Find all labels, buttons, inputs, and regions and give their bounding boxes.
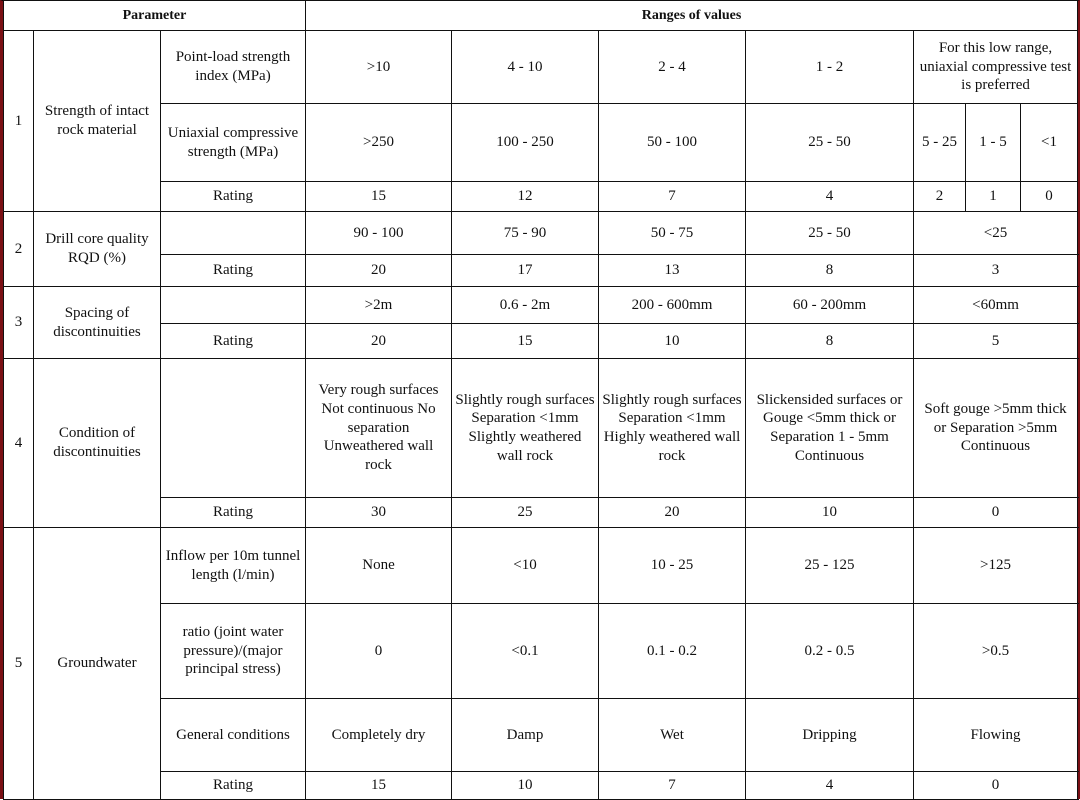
p1-rating-low-value: 2 <box>914 182 966 212</box>
p5-ratio-row <box>4 604 1078 699</box>
p4-value: Slightly rough surfaces Separation <1mm Slightly weathered wall rock <box>452 359 599 498</box>
p1-point-load-value: 1 - 2 <box>746 31 914 104</box>
p1-rating-value: 12 <box>452 182 599 212</box>
p1-ucs-low-value: 5 - 25 <box>914 104 966 182</box>
p2-value: <25 <box>914 212 1078 255</box>
p4-rating-value: 10 <box>746 498 914 528</box>
p3-rating-label: Rating <box>161 324 306 359</box>
p1-point-load-value: >10 <box>306 31 452 104</box>
p3-value: <60mm <box>914 287 1078 324</box>
p5-general-label: General conditions <box>161 699 306 772</box>
p3-rating-value: 15 <box>452 324 599 359</box>
p2-value: 75 - 90 <box>452 212 599 255</box>
p2-rating-label: Rating <box>161 255 306 287</box>
header-ranges: Ranges of values <box>306 1 1078 31</box>
p2-name: Drill core quality RQD (%) <box>34 212 161 287</box>
p1-point-load-label: Point-load strength index (MPa) <box>161 31 306 104</box>
p1-point-load-row <box>4 31 1078 104</box>
p5-inflow-value: 25 - 125 <box>746 528 914 604</box>
p5-ratio-label: ratio (joint water pressure)/(major principal stress) <box>161 604 306 699</box>
p1-low-range-note: For this low range, uniaxial compressive test is preferred <box>914 31 1078 104</box>
p3-rating-value: 5 <box>914 324 1078 359</box>
p2-rating-row <box>4 255 1078 287</box>
p3-rating-value: 10 <box>599 324 746 359</box>
p1-rating-value: 15 <box>306 182 452 212</box>
rmr-classification-table <box>3 0 1078 800</box>
p4-name: Condition of discontinuities <box>34 359 161 528</box>
p5-rating-value: 4 <box>746 772 914 800</box>
p4-value: Soft gouge >5mm thick or Separation >5mm Continuous <box>914 359 1078 498</box>
p1-ucs-low-value: 1 - 5 <box>966 104 1021 182</box>
p5-general-row <box>4 699 1078 772</box>
p5-inflow-value: None <box>306 528 452 604</box>
p5-inflow-value: <10 <box>452 528 599 604</box>
p1-ucs-row <box>4 104 1078 182</box>
header-row <box>4 1 1078 31</box>
p4-number: 4 <box>4 359 34 528</box>
p5-general-value: Damp <box>452 699 599 772</box>
p3-name: Spacing of discontinuities <box>34 287 161 359</box>
p4-blank-label <box>161 359 306 498</box>
p1-rating-row <box>4 182 1078 212</box>
p1-rating-label: Rating <box>161 182 306 212</box>
p5-inflow-label: Inflow per 10m tunnel length (l/min) <box>161 528 306 604</box>
p4-values-row <box>4 359 1078 498</box>
p5-ratio-value: 0.2 - 0.5 <box>746 604 914 699</box>
p1-rating-low-value: 0 <box>1021 182 1078 212</box>
p1-rating-value: 7 <box>599 182 746 212</box>
p1-point-load-value: 4 - 10 <box>452 31 599 104</box>
p3-values-row <box>4 287 1078 324</box>
p5-rating-value: 15 <box>306 772 452 800</box>
p5-rating-value: 0 <box>914 772 1078 800</box>
p5-ratio-value: <0.1 <box>452 604 599 699</box>
p5-ratio-value: 0.1 - 0.2 <box>599 604 746 699</box>
p2-rating-value: 13 <box>599 255 746 287</box>
p5-name: Groundwater <box>34 528 161 800</box>
p1-rating-value: 4 <box>746 182 914 212</box>
p1-ucs-value: 25 - 50 <box>746 104 914 182</box>
p2-rating-value: 20 <box>306 255 452 287</box>
p4-rating-value: 20 <box>599 498 746 528</box>
p5-inflow-value: 10 - 25 <box>599 528 746 604</box>
p1-name: Strength of intact rock material <box>34 31 161 212</box>
p2-value: 50 - 75 <box>599 212 746 255</box>
p5-general-value: Wet <box>599 699 746 772</box>
p5-general-value: Completely dry <box>306 699 452 772</box>
p1-number: 1 <box>4 31 34 212</box>
p2-value: 25 - 50 <box>746 212 914 255</box>
p3-value: >2m <box>306 287 452 324</box>
p5-general-value: Dripping <box>746 699 914 772</box>
p5-ratio-value: 0 <box>306 604 452 699</box>
p3-rating-value: 20 <box>306 324 452 359</box>
p2-rating-value: 8 <box>746 255 914 287</box>
p4-value: Very rough surfaces Not continuous No separation Unweathered wall rock <box>306 359 452 498</box>
p4-value: Slickensided surfaces or Gouge <5mm thick or Separation 1 - 5mm Continuous <box>746 359 914 498</box>
p3-number: 3 <box>4 287 34 359</box>
p2-rating-value: 3 <box>914 255 1078 287</box>
p3-rating-value: 8 <box>746 324 914 359</box>
p2-value: 90 - 100 <box>306 212 452 255</box>
p5-rating-value: 7 <box>599 772 746 800</box>
p5-inflow-value: >125 <box>914 528 1078 604</box>
p5-number: 5 <box>4 528 34 800</box>
p2-rating-value: 17 <box>452 255 599 287</box>
p3-value: 60 - 200mm <box>746 287 914 324</box>
p1-ucs-value: 100 - 250 <box>452 104 599 182</box>
p4-value: Slightly rough surfaces Separation <1mm Highly weathered wall rock <box>599 359 746 498</box>
p5-rating-label: Rating <box>161 772 306 800</box>
p4-rating-value: 25 <box>452 498 599 528</box>
p1-ucs-value: >250 <box>306 104 452 182</box>
header-parameter: Parameter <box>4 1 306 31</box>
p5-inflow-row <box>4 528 1078 604</box>
p1-rating-low-value: 1 <box>966 182 1021 212</box>
p3-value: 200 - 600mm <box>599 287 746 324</box>
p5-general-value: Flowing <box>914 699 1078 772</box>
p1-ucs-label: Uniaxial compressive strength (MPa) <box>161 104 306 182</box>
p3-rating-row <box>4 324 1078 359</box>
p2-values-row <box>4 212 1078 255</box>
p1-point-load-value: 2 - 4 <box>599 31 746 104</box>
p4-rating-row <box>4 498 1078 528</box>
p5-rating-value: 10 <box>452 772 599 800</box>
p3-value: 0.6 - 2m <box>452 287 599 324</box>
p5-rating-row <box>4 772 1078 800</box>
p4-rating-value: 30 <box>306 498 452 528</box>
p2-number: 2 <box>4 212 34 287</box>
p5-ratio-value: >0.5 <box>914 604 1078 699</box>
p1-ucs-low-value: <1 <box>1021 104 1078 182</box>
p1-ucs-value: 50 - 100 <box>599 104 746 182</box>
p4-rating-value: 0 <box>914 498 1078 528</box>
p3-blank-label <box>161 287 306 324</box>
p4-rating-label: Rating <box>161 498 306 528</box>
p2-blank-label <box>161 212 306 255</box>
